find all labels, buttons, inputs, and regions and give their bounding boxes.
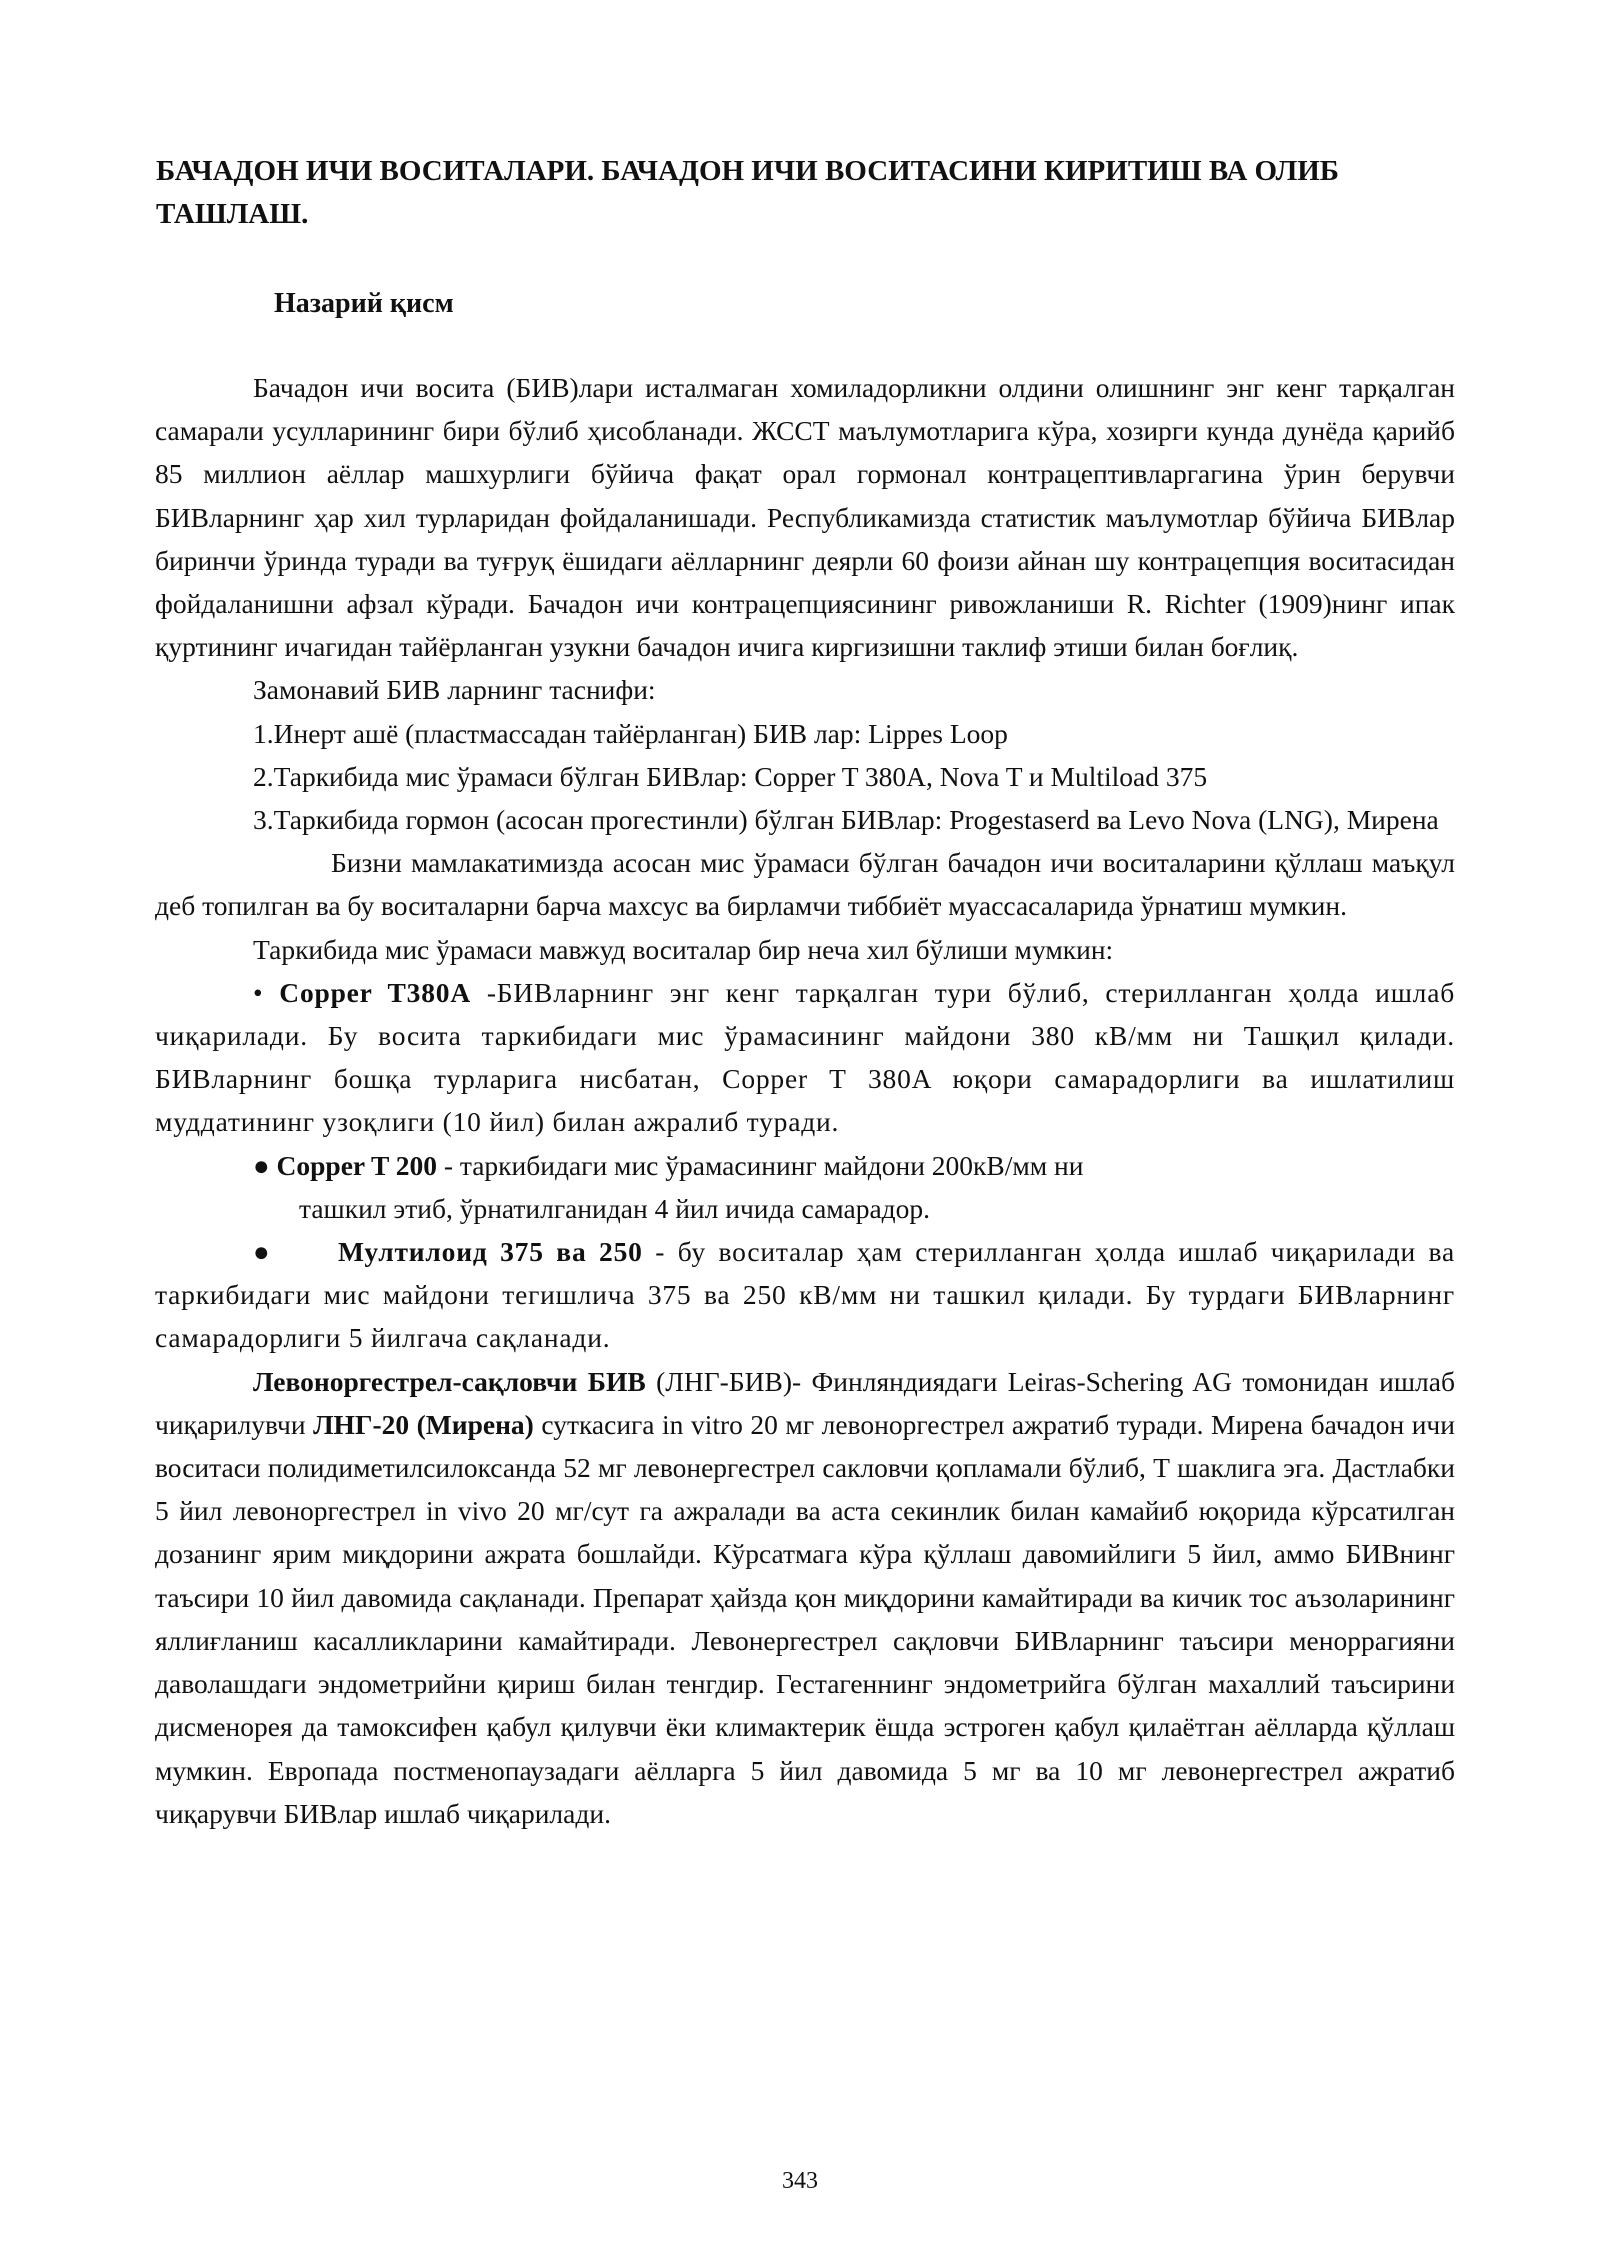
lng-paragraph <box>155 1360 1455 1835</box>
item-name: Copper T 200 <box>276 1149 437 1181</box>
classification-item: 2.Таркибида мис ўрамаси бўлган БИВлар: Copper T 380A, Nova T и Multiload 375 <box>253 760 1208 792</box>
item-text: - таркибидаги мис ўрамасининг майдони 200кВ/мм ни <box>436 1149 1084 1181</box>
lng-text-2: суткасига in vitro 20 мг левоноргестрел ажратиб туради. Мирена бачадон ичи воситаси полидиметилсилоксанда 52 мг левонергестрел сакловчи қопламали бўлиб, Т шаклига эга. Дастлабки 5 йил левоноргестрел in vivo 20 мг/сут га ажралади ва аста секинлик билан камайиб юқорида кўрсатилган дозанинг ярим миқдорини ажрата бошлайди. Кўрсатмага кўра қўллаш давомийлиги 5 йил, аммо БИВнинг таъсири 10 йил давомида сақланади. Препарат ҳайзда қон миқдорини камайтиради ва кичик тос аъзоларининг яллиғланиш касалликларини камайтиради. Левонергестрел сақловчи БИВларнинг таъсири меноррагияни даволашдаги эндометрийни қириш билан тенгдир. Гестагеннинг эндометрийга бўлган махаллий таъсирини дисменорея да тамоксифен қабул қилувчи ёки климактерик ёшда эстроген қабул қилаётган аёлларда қўллаш мумкин. Европада постменопаузадаги аёлларга 5 йил давомида 5 мг ва 10 мг левонергестрел ажратиб чиқарувчи БИВлар ишлаб чиқарилади. <box>155 1408 1455 1829</box>
copper-t200-item <box>155 1144 1455 1187</box>
multiload-item <box>155 1230 1455 1360</box>
copper-intro: Таркибида мис ўрамаси мавжуд воситалар бир неча хил бўлиши мумкин: <box>253 933 1114 965</box>
lng-text-1: (ЛНГ-БИВ)- Финляндиядаги Leiras-Schering AG томонидан ишлаб чиқарилувчи <box>155 1365 1455 1440</box>
item-name: Мултилоид 375 ва 250 <box>337 1236 643 1268</box>
bullet-icon: • <box>253 976 264 1008</box>
classification-heading: Замонавий БИВ ларнинг таснифи: <box>253 674 656 706</box>
lng-name: Левоноргестрел-сақловчи БИВ <box>253 1365 646 1397</box>
document-title: БАЧАДОН ИЧИ ВОСИТАЛАРИ. БАЧАДОН ИЧИ ВОСИТАСИНИ КИРИТИШ ВА ОЛИБ ТАШЛАШ. <box>156 155 1339 230</box>
item-text: -БИВларнинг энг кенг тарқалган тури бўлиб, стерилланган ҳолда ишлаб чиқарилади. Бу восита таркибидаги мис ўрамасининг майдони 380 кВ/мм ни Ташқил қилади. БИВларнинг бошқа турларига нисбатан, Copper T 380A юқори самарадорлиги ва ишлатилиш муддатининг узоқлиги (10 йил) билан ажралиб туради. <box>155 976 1455 1138</box>
page-number: 343 <box>782 2168 818 2194</box>
document-body <box>155 366 1455 1835</box>
country-note-paragraph: Бизни мамлакатимизда асосан мис ўрамаси бўлган бачадон ичи воситаларини қўллаш маъқул деб топилган ва бу воситаларни барча махсус ва бирламчи тиббиёт муассасаларида ўрнатиш мумкин. <box>155 847 1455 922</box>
copper-t200-item-continued: ташкил этиб, ўрнатилганидан 4 йил ичида самарадор. <box>299 1192 931 1224</box>
classification-item: 1.Инерт ашё (пластмассадан тайёрланган) БИВ лар: Lippes Loop <box>253 717 1008 749</box>
lng-product: ЛНГ-20 (Мирена) <box>313 1408 534 1440</box>
item-text: - бу воситалар ҳам стерилланган ҳолда ишлаб чиқарилади ва таркибидаги мис майдони тегишлича 375 ва 250 кВ/мм ни ташкил қилади. Бу турдаги БИВларнинг самарадорлиги 5 йилгача сақланади. <box>155 1236 1455 1354</box>
copper-t380a-item <box>155 971 1455 1144</box>
bullet-icon: ● <box>253 1236 276 1268</box>
bullet-icon: ● <box>253 1149 270 1181</box>
classification-item: 3.Таркибида гормон (асосан прогестинли) бўлган БИВлар: Progestaserd ва Levo Nova (LNG), Мирена <box>253 804 1439 836</box>
section-subtitle: Назарий қисм <box>274 288 454 319</box>
item-name: Copper T380A <box>279 976 471 1008</box>
intro-paragraph: Бачадон ичи восита (БИВ)лари исталмаган хомиладорликни олдини олишнинг энг кенг тарқалган самарали усулларининг бири бўлиб ҳисобланади. ЖССТ маълумотларига кўра, хозирги кунда дунёда қарийб 85 миллион аёллар машхурлиги бўйича фақат орал гормонал контрацептивларгагина ўрин берувчи БИВларнинг ҳар хил турларидан фойдаланишади. Республикамизда статистик маълумотлар бўйича БИВлар биринчи ўринда туради ва туғруқ ёшидаги аёлларнинг деярли 60 фоизи айнан шу контрацепция воситасидан фойдаланишни афзал кўради. Бачадон ичи контрацепциясининг ривожланиши R. Richter (1909)нинг ипак қуртининг ичагидан тайёрланган узукни бачадон ичига киргизишни таклиф этиши билан боғлиқ. <box>155 372 1455 663</box>
